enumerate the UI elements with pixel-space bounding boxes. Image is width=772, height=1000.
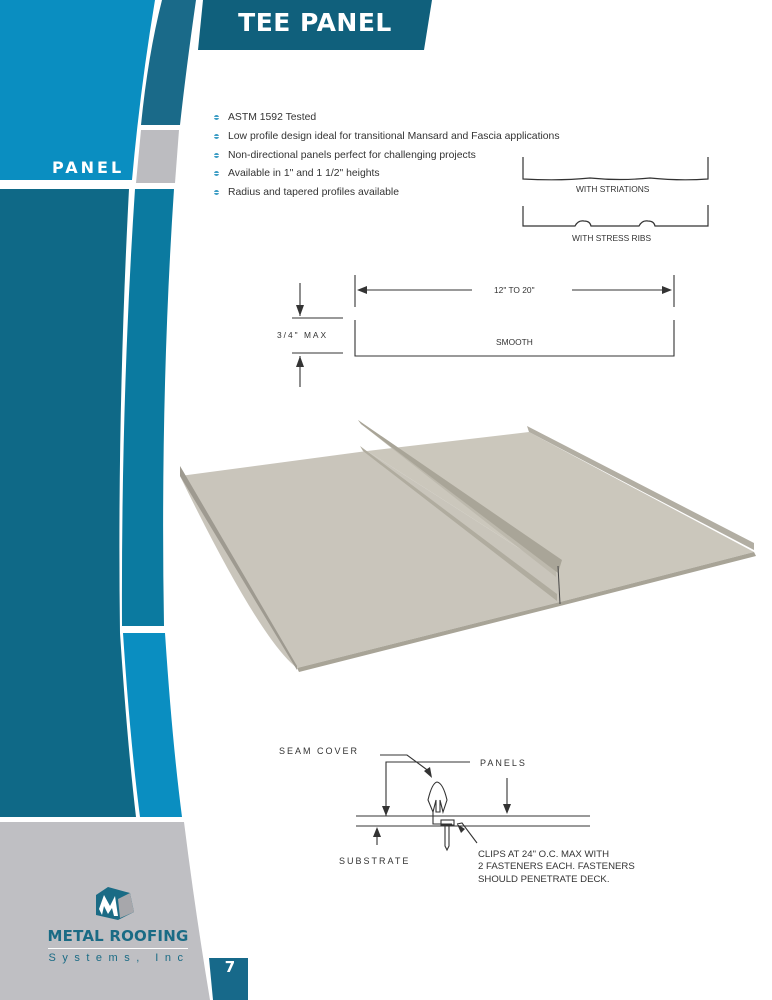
bullet-icon bbox=[214, 115, 219, 120]
tee-panel-3d-render bbox=[180, 420, 756, 672]
substrate-label: SUBSTRATE bbox=[339, 856, 411, 866]
section-label: PANEL bbox=[52, 158, 125, 177]
panels-label: PANELS bbox=[480, 758, 527, 768]
height-dimension-label: 3/4" MAX bbox=[277, 330, 329, 340]
feature-item: Radius and tapered profiles available bbox=[213, 185, 560, 204]
clips-note-line3: SHOULD PENETRATE DECK. bbox=[478, 874, 610, 885]
clips-note-line1: CLIPS AT 24" O.C. MAX WITH bbox=[478, 849, 609, 860]
feature-item: Low profile design ideal for transitional Mansard and Fascia applications bbox=[213, 129, 560, 148]
profile-stress-ribs bbox=[523, 205, 708, 226]
page-number: 7 bbox=[224, 958, 236, 976]
top-left-blue-block bbox=[0, 0, 155, 180]
brand-subtitle: Systems, Inc bbox=[48, 952, 190, 964]
top-stripe-gray bbox=[136, 130, 179, 183]
dimension-arrowheads bbox=[296, 286, 672, 367]
seam-detail-drawing bbox=[356, 755, 590, 850]
bullet-icon bbox=[214, 153, 219, 158]
bullet-icon bbox=[214, 134, 219, 139]
right-teal-stripe bbox=[122, 189, 174, 626]
feature-item: ASTM 1592 Tested bbox=[213, 110, 560, 129]
brand-divider bbox=[48, 948, 188, 949]
smooth-profile-label: SMOOTH bbox=[496, 337, 533, 347]
feature-list bbox=[213, 110, 560, 204]
feature-item: Non-directional panels perfect for challenging projects bbox=[213, 148, 560, 167]
striations-label: WITH STRIATIONS bbox=[576, 184, 650, 194]
smooth-profile-drawing bbox=[292, 275, 674, 387]
stress-ribs-label: WITH STRESS RIBS bbox=[572, 233, 652, 243]
feature-item: Available in 1" and 1 1/2" heights bbox=[213, 166, 560, 185]
brand-name: METAL ROOFING bbox=[47, 927, 189, 945]
bullet-icon bbox=[214, 190, 219, 195]
clips-note-line2: 2 FASTENERS EACH. FASTENERS bbox=[478, 861, 635, 872]
bullet-icon bbox=[214, 171, 219, 176]
width-dimension-label: 12" TO 20" bbox=[494, 285, 535, 295]
left-dark-block bbox=[0, 189, 136, 817]
page-title: TEE PANEL bbox=[238, 8, 392, 37]
seam-cover-label: SEAM COVER bbox=[279, 746, 360, 756]
